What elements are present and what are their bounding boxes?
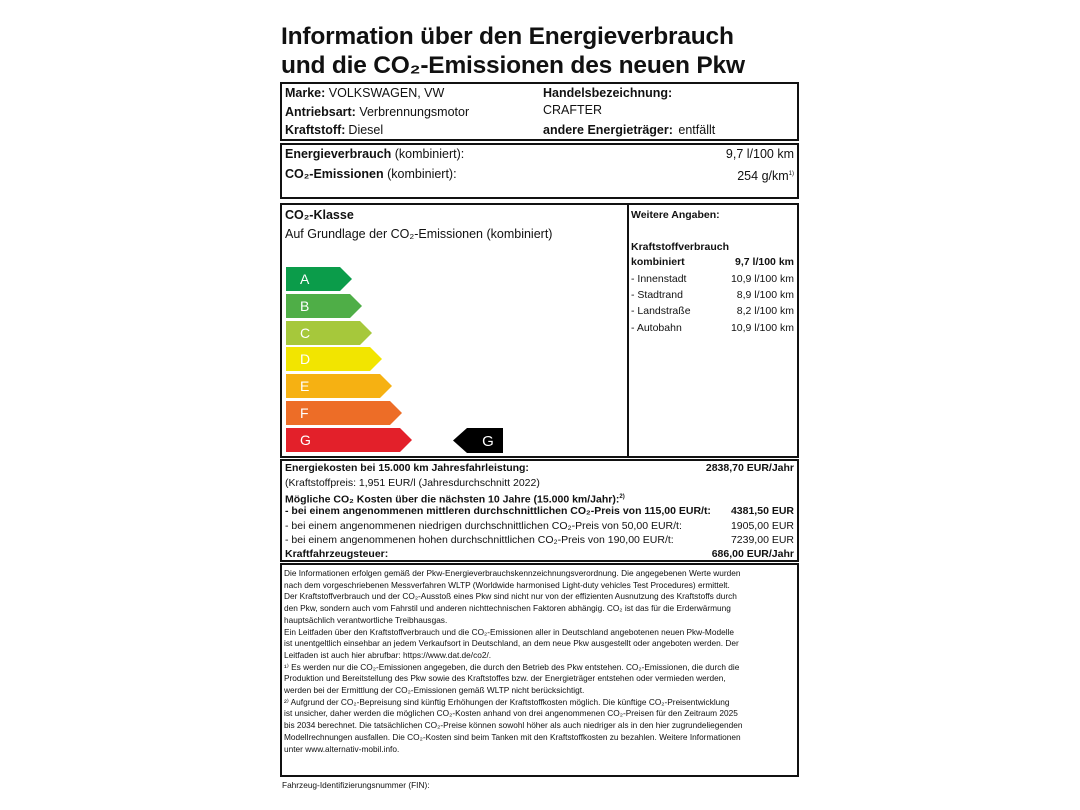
current-class-marker [453, 428, 503, 453]
co2-class-letter: B [300, 297, 310, 314]
energy-costs-label: Energiekosten bei 15.000 km Jahresfahrleistung: [285, 462, 529, 474]
legal-line: werden bei der Ermittlung der CO₂-Emissionen gemäß WLTP nicht berücksichtigt. [284, 685, 585, 696]
co2-class-arrow-e [286, 374, 392, 398]
marke-value: VOLKSWAGEN, VW [328, 86, 445, 100]
co2-class-letter: G [300, 431, 311, 448]
legal-line: hauptsächlich verantwortliche Treibhausgas. [284, 614, 448, 625]
stadtrand-value: 8,9 l/100 km [736, 289, 794, 301]
legal-line: nach dem vorgeschriebenen Messverfahren WLTP (Worldwide harmonised Light-duty vehicles Test Procedures) ermittelt. [284, 579, 730, 590]
autobahn-value: 10,9 l/100 km [730, 322, 794, 334]
legal-line: ist unentgeltlich einsehbar an jedem Verkaufsort in Deutschland, an dem neue Pkw ausgestellt oder angeboten werden. Der [284, 638, 739, 649]
antrieb-value: Verbrennungsmotor [359, 105, 470, 119]
legal-text [284, 568, 796, 755]
co2-costs-footnote-2: 2) [619, 494, 625, 500]
stadtrand-label: - Stadtrand [631, 289, 683, 301]
co2-class-letter: F [300, 405, 309, 421]
co2-class-letter: E [300, 378, 310, 395]
legal-line: ¹⁾ Es werden nur die CO₂-Emissionen angegeben, die durch den Betrieb des Pkw entstehen. CO₂-Emissionen, die durch die [284, 661, 740, 672]
legal-line: ²⁾ Aufgrund der CO₂-Bepreisung sind künftig Erhöhungen der Kraftstoffkosten möglich. Die künftige CO₂-Preisentwicklung [284, 696, 730, 707]
vehicle-tax-label: Kraftfahrzeugsteuer: [285, 548, 389, 560]
co2-footnote-1: 1) [788, 171, 794, 177]
co2-class-arrow-b [286, 294, 362, 318]
title-line-2: und die CO₂-Emissionen des neuen Pkw [281, 52, 745, 79]
andere-label: andere Energieträger: [543, 123, 673, 137]
title-line-1: Information über den Energieverbrauch [281, 23, 734, 50]
innenstadt-value: 10,9 l/100 km [730, 273, 794, 285]
energy-consumption-label [285, 147, 464, 162]
andere-value: entfällt [678, 123, 716, 137]
legal-line: ist unsicher, daher werden die möglichen CO₂-Kosten anhand von drei angenommenen CO₂-Preisen für den Zeitraum 2025 [284, 708, 738, 719]
co2-emissions-value-text: 254 g/km [737, 169, 789, 184]
co2-emissions-value [600, 167, 794, 184]
marke-label: Marke: [285, 86, 326, 100]
co2-emissions-label-rest: (kombiniert): [383, 167, 457, 181]
legal-line: Produktion und Bereitstellung des Pkw sowie des Kraftstoffes bzw. der Energieträger entstehen oder vermieden werden, [284, 673, 726, 684]
co2-price-low-value: 1905,00 EUR [730, 520, 794, 532]
co2-class-subheading: Auf Grundlage der CO₂-Emissionen (kombiniert) [285, 227, 553, 241]
co2-class-arrow-c [286, 321, 372, 345]
co2-price-low-label: - bei einem angenommenen niedrigen durchschnittlichen CO₂-Preis von 50,00 EUR/t: [285, 520, 682, 532]
co2-class-arrow-g [286, 428, 412, 452]
kraftstoff-row [285, 123, 383, 138]
kraftstoff-value: Diesel [348, 123, 384, 137]
co2-class-letter: D [300, 351, 311, 368]
legal-line: Die Informationen erfolgen gemäß der Pkw-Energieverbrauchskennzeichnungsverordnung. Die angegebenen Werte wurden [284, 568, 741, 578]
co2-class-arrow-f [286, 401, 402, 425]
current-class-letter: G [482, 433, 494, 450]
legal-line: den Pkw, sondern auch vom Fahrstil und anderen nichttechnischen Faktoren abhängig. CO₂ ist das für die Erderwärmung [284, 603, 731, 614]
andere-row [543, 123, 715, 138]
co2-class-letter: A [300, 271, 310, 287]
energy-costs-value: 2838,70 EUR/Jahr [705, 462, 794, 474]
fuel-heading: Kraftstoffverbrauch [631, 241, 730, 253]
legal-line: Ein Leitfaden über den Kraftstoffverbrauch und die CO₂-Emissionen aller in Deutschland angebotenen neuen Pkw-Modelle [284, 626, 734, 637]
handel-value: CRAFTER [543, 103, 603, 117]
antrieb-row [285, 105, 469, 120]
co2-class-letter: C [300, 324, 311, 341]
energy-consumption-label-bold: Energieverbrauch [285, 147, 392, 161]
autobahn-label: - Autobahn [631, 322, 682, 334]
co2-class-heading: CO₂-Klasse [285, 208, 354, 222]
co2-price-mid-value: 4381,50 EUR [730, 505, 794, 517]
legal-line: bis 2034 berechnet. Die tatsächlichen CO₂-Preise können sowohl höher als auch niedriger als in den hier zugrundeliegenden [284, 720, 743, 731]
co2-costs-heading-text: Mögliche CO₂ Kosten über die nächsten 10 Jahre (15.000 km/Jahr): [285, 493, 620, 506]
kombiniert-label: kombiniert [631, 256, 685, 268]
kraftstoff-label: Kraftstoff: [285, 123, 346, 137]
landstrasse-value: 8,2 l/100 km [736, 305, 794, 317]
fin-label: Fahrzeug-Identifizierungsnummer (FIN): [282, 780, 430, 790]
marke-row [285, 86, 444, 101]
energy-consumption-label-rest: (kombiniert): [391, 147, 465, 161]
handel-label: Handelsbezeichnung: [543, 86, 673, 100]
legal-line: Leitfaden ist auch hier abrufbar: https://www.dat.de/co2/. [284, 649, 492, 660]
landstrasse-label: - Landstraße [631, 305, 691, 317]
legal-line: Modellrechnungen ausfallen. Die CO₂-Kosten sind beim Tanken mit den Kraftstoffkosten zu bezahlen. Weitere Informationen [284, 731, 741, 742]
co2-price-mid-label: - bei einem angenommenen mittleren durchschnittlichen CO₂-Preis von 115,00 EUR/t: [285, 505, 711, 517]
co2-class-arrow-d [286, 347, 382, 371]
kombiniert-value: 9,7 l/100 km [735, 256, 794, 268]
co2-class-arrow-a [286, 267, 352, 291]
co2-emissions-label [285, 167, 457, 182]
co2-emissions-label-bold: CO₂-Emissionen [285, 167, 384, 181]
weitere-heading: Weitere Angaben: [631, 209, 720, 221]
vehicle-tax-value: 686,00 EUR/Jahr [711, 548, 794, 560]
energy-consumption-value: 9,7 l/100 km [725, 147, 794, 161]
co2-price-high-value: 7239,00 EUR [730, 534, 794, 546]
page-title [281, 22, 801, 80]
co2-price-high-label: - bei einem angenommenen hohen durchschnittlichen CO₂-Preis von 190,00 EUR/t: [285, 534, 674, 546]
legal-line: unter www.alternativ-mobil.info. [284, 743, 400, 754]
legal-line: Der Kraftstoffverbrauch und der CO₂-Ausstoß eines Pkw sind nicht nur von der effizienten Ausnutzung des Kraftstoffs durch [284, 591, 737, 602]
innenstadt-label: - Innenstadt [631, 273, 687, 285]
antrieb-label: Antriebsart: [285, 105, 356, 119]
fuel-price: (Kraftstoffpreis: 1,951 EUR/l (Jahresdurchschnitt 2022) [285, 477, 540, 489]
